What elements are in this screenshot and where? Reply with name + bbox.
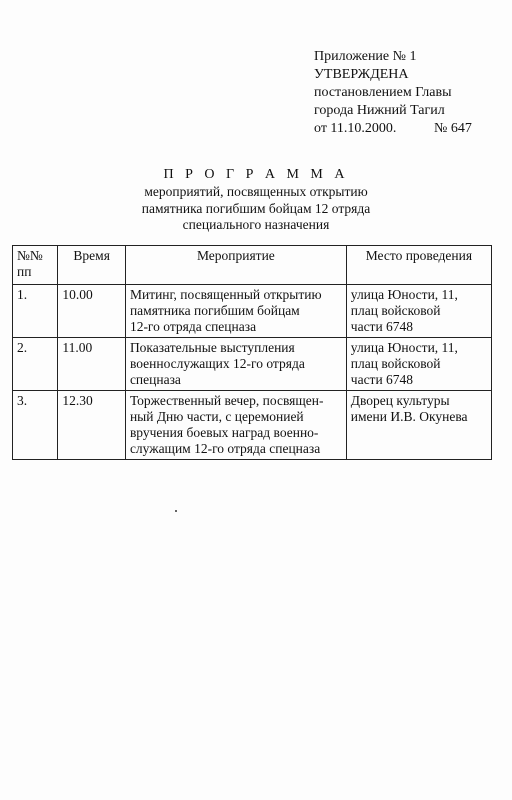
approval-date: от 11.10.2000. bbox=[314, 121, 397, 136]
row-place: улица Юности, 11, плац войсковой части 6748 bbox=[346, 285, 491, 338]
subtitle-line: памятника погибшим бойцам 12 отряда bbox=[141, 200, 371, 216]
events-table bbox=[12, 245, 492, 460]
row-number: 3. bbox=[13, 391, 58, 460]
decree-number: № 647 bbox=[434, 121, 472, 136]
approval-city: города Нижний Тагил bbox=[314, 103, 445, 118]
row-time: 10.00 bbox=[58, 285, 126, 338]
stray-mark bbox=[175, 510, 177, 512]
header-event: Мероприятие bbox=[125, 246, 346, 285]
table-row bbox=[13, 338, 492, 391]
approval-block bbox=[314, 48, 472, 138]
subtitle-line: мероприятий, посвященных открытию bbox=[144, 184, 368, 199]
header-number: №№ пп bbox=[13, 246, 58, 285]
row-time: 11.00 bbox=[58, 338, 126, 391]
table-row bbox=[13, 391, 492, 460]
program-title: П Р О Г Р А М М А bbox=[163, 167, 349, 182]
table-row bbox=[13, 285, 492, 338]
table-header-row bbox=[13, 246, 492, 285]
row-place: Дворец культуры имени И.В. Окунева bbox=[346, 391, 491, 460]
row-place: улица Юности, 11, плац войсковой части 6748 bbox=[346, 338, 491, 391]
row-number: 2. bbox=[13, 338, 58, 391]
appendix-number: Приложение № 1 bbox=[314, 49, 417, 64]
program-subtitle bbox=[0, 184, 512, 234]
approval-date-line bbox=[314, 120, 472, 138]
subtitle-line: специального назначения bbox=[182, 217, 330, 232]
approval-authority: постановлением Главы bbox=[314, 85, 452, 100]
row-event: Торжественный вечер, посвящен- ный Дню части, с церемонией вручения боевых наград военно- служащим 12-го отряда спецназа bbox=[125, 391, 346, 460]
approved-label: УТВЕРЖДЕНА bbox=[314, 67, 409, 82]
row-event: Показательные выступления военнослужащих 12-го отряда спецназа bbox=[125, 338, 346, 391]
header-time: Время bbox=[58, 246, 126, 285]
row-time: 12.30 bbox=[58, 391, 126, 460]
row-event: Митинг, посвященный открытию памятника погибшим бойцам 12-го отряда спецназа bbox=[125, 285, 346, 338]
header-place: Место проведения bbox=[346, 246, 491, 285]
row-number: 1. bbox=[13, 285, 58, 338]
